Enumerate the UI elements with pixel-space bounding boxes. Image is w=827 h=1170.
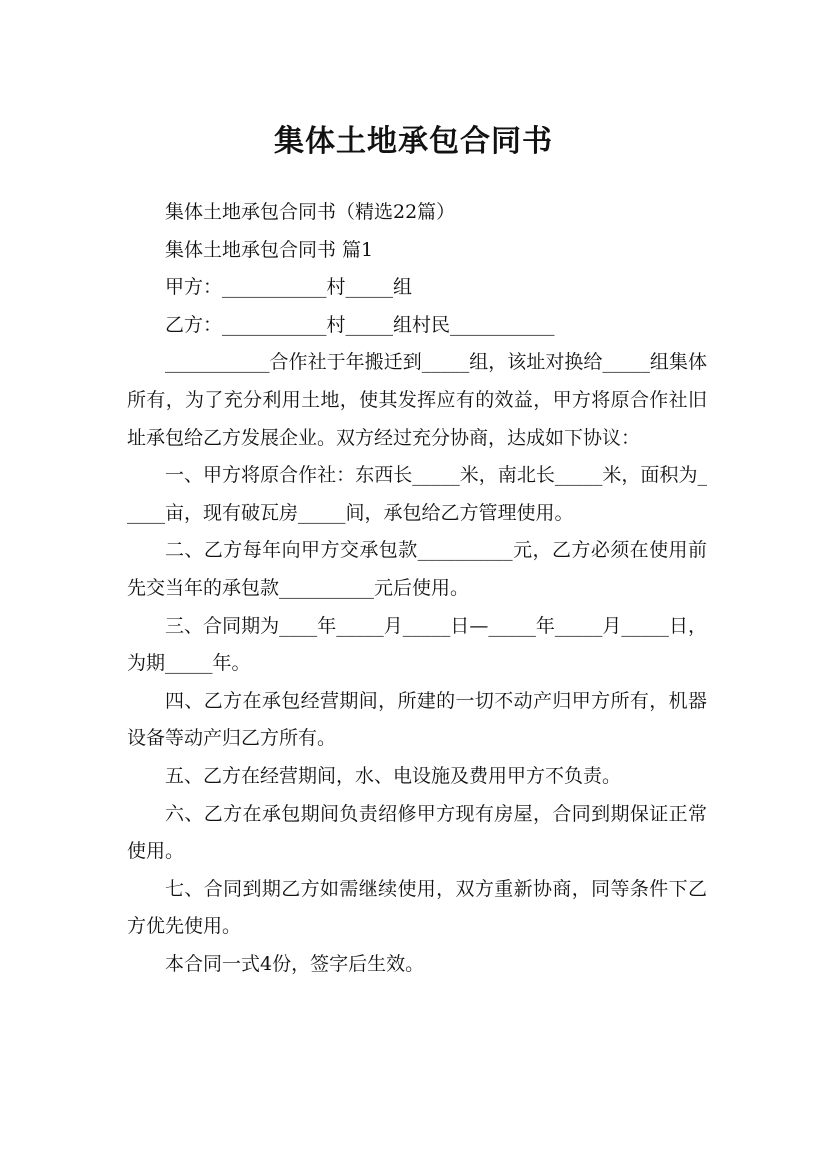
paragraph-clause-3: 三、合同期为____年_____月_____日—_____年_____月_____日，为期_____年。 (127, 614, 707, 675)
paragraph-party-b: 乙方：___________村_____组村民___________ (165, 313, 555, 336)
paragraph-clause-4: 四、乙方在承包经营期间，所建的一切不动产归甲方所有，机器设备等动产归乙方所有。 (127, 689, 707, 750)
paragraph-subtitle: 集体土地承包合同书（精选22篇） (165, 201, 456, 223)
paragraph-section-heading: 集体土地承包合同书 篇1 (165, 238, 374, 261)
paragraph-closing: 本合同一式4份，签字后生效。 (165, 952, 425, 975)
paragraph-clause-5: 五、乙方在经营期间，水、电设施及费用甲方不负责。 (165, 764, 622, 787)
paragraph-clause-1: 一、甲方将原合作社：东西长_____米，南北长_____米，面积为_____亩，现有破瓦房_____间，承包给乙方管理使用。 (127, 464, 707, 524)
paragraph-party-a: 甲方：___________村_____组 (165, 276, 413, 299)
paragraph-clause-7: 七、合同到期乙方如需继续使用，双方重新协商，同等条件下乙方优先使用。 (127, 877, 707, 938)
paragraph-clause-2: 二、乙方每年向甲方交承包款__________元，乙方必须在使用前先交当年的承包款__________元后使用。 (127, 539, 707, 599)
paragraph-clause-6: 六、乙方在承包期间负责绍修甲方现有房屋，合同到期保证正常使用。 (127, 802, 707, 863)
document-title: 集体土地承包合同书 (274, 124, 553, 160)
paragraph-preamble: ___________合作社于年搬迁到_____组，该址对换给_____组集体所有，为了充分利用土地，使其发挥应有的效益，甲方将原合作社旧址承包给乙方发展企业。双方经过充分协商，达成如下协议： (127, 351, 707, 449)
document-body (127, 194, 707, 983)
